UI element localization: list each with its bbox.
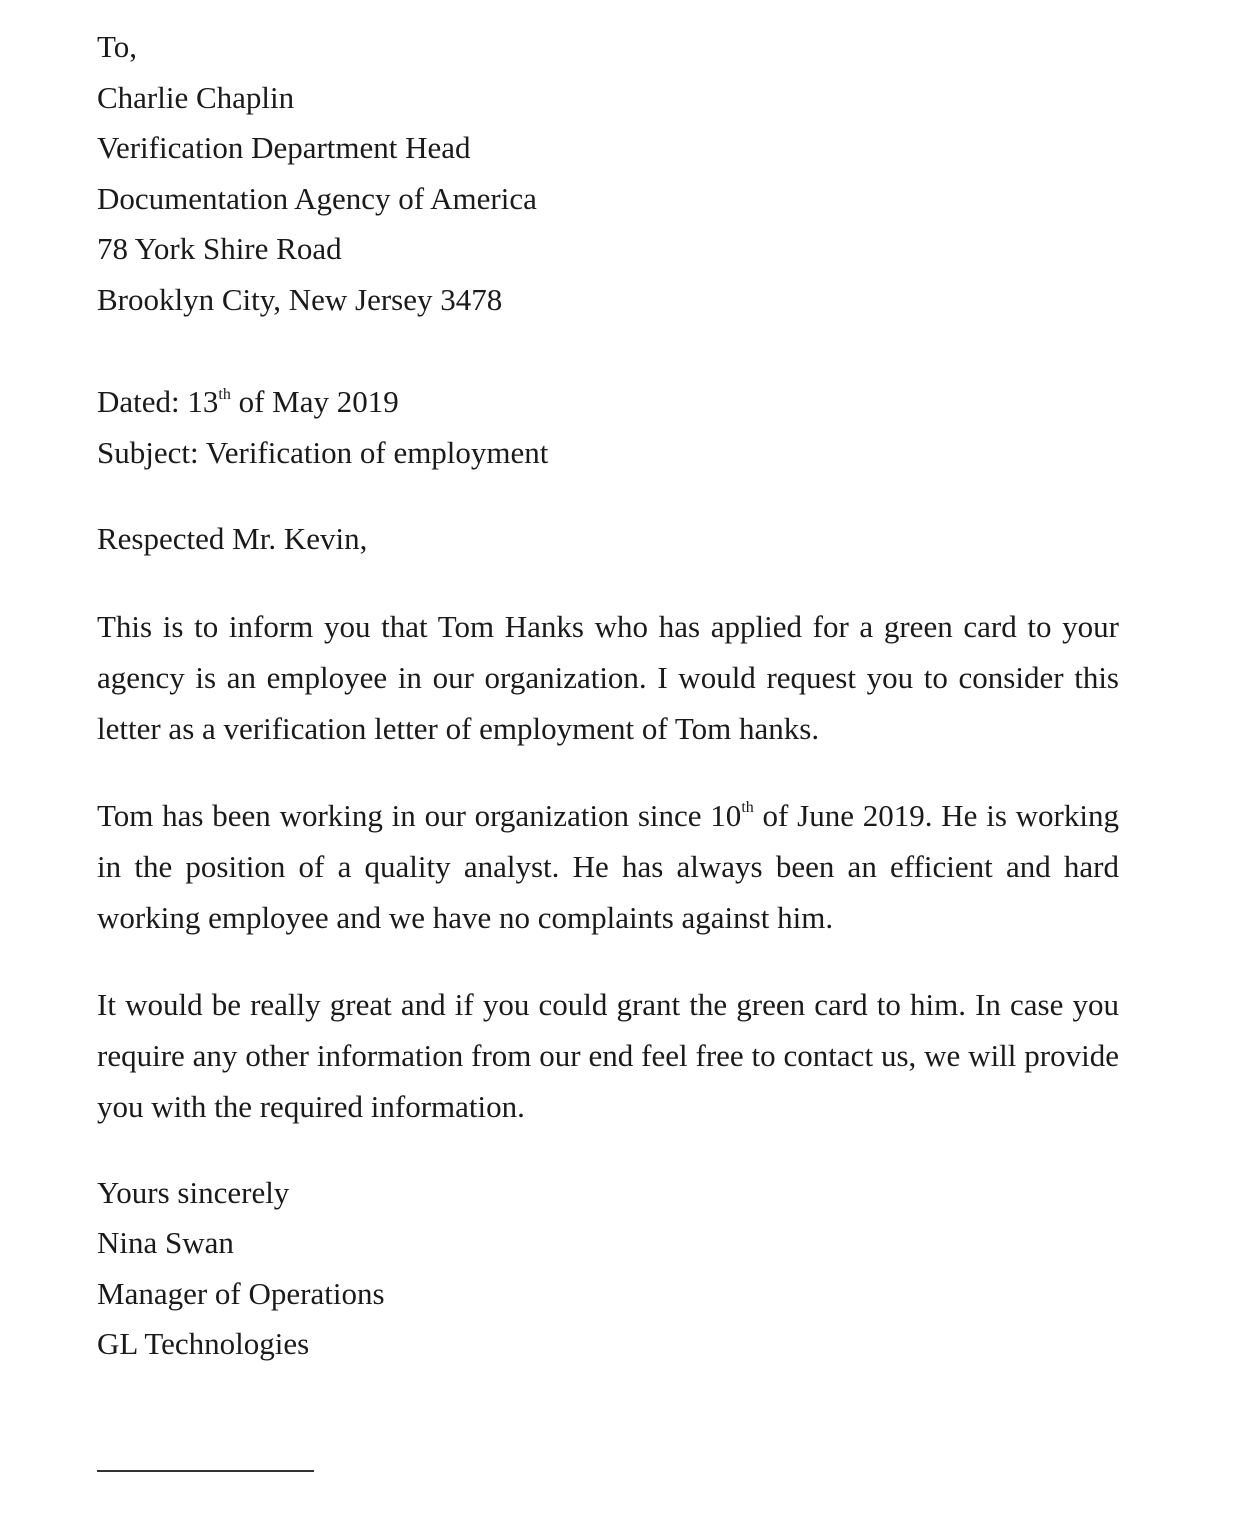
recipient-street: 78 York Shire Road [97,231,342,266]
body-paragraph-1: This is to inform you that Tom Hanks who has applied for a green card to your agency is an employee in our organization. I would request you to consider this letter as a verification letter of employment of Tom hanks. [97,608,1119,746]
date-prefix: Dated: 13 [97,384,219,419]
signer-title: Manager of Operations [97,1275,385,1311]
letter-date [97,377,1119,428]
salutation: Respected Mr. Kevin, [97,521,368,556]
signer-name: Nina Swan [97,1225,234,1260]
recipient-name: Charlie Chaplin [97,79,295,115]
signer-company: GL Technologies [97,1326,310,1361]
body-paragraph-3: It would be really great and if you could grant the green card to him. In case you require any other information from our end feel free to contact us, we will provide you with the required information. [97,986,1119,1124]
recipient-title: Verification Department Head [97,130,471,165]
date-ordinal-suffix: th [218,385,231,403]
valediction: Yours sincerely [97,1174,290,1210]
letter-meta [97,377,1119,478]
date-suffix: of May 2019 [230,384,399,419]
letter [97,22,1119,1370]
recipient-organization: Documentation Agency of America [97,180,537,216]
recipient-address [97,22,1119,325]
signature-line [97,1470,314,1472]
para2-ordinal-suffix: th [741,799,754,817]
letter-subject: Subject: Verification of employment [97,434,549,470]
address-to: To, [97,29,138,64]
para2-prefix: Tom has been working in our organization since 10 [97,797,742,833]
closing-block [97,1168,1119,1370]
recipient-city: Brooklyn City, New Jersey 3478 [97,281,503,317]
para2-suffix: of June 2019. He is working in the position of a quality analyst. He has always been an efficient and hard working employee and we have no complaints against him. [97,797,1119,935]
body-paragraph-2 [97,790,1119,943]
